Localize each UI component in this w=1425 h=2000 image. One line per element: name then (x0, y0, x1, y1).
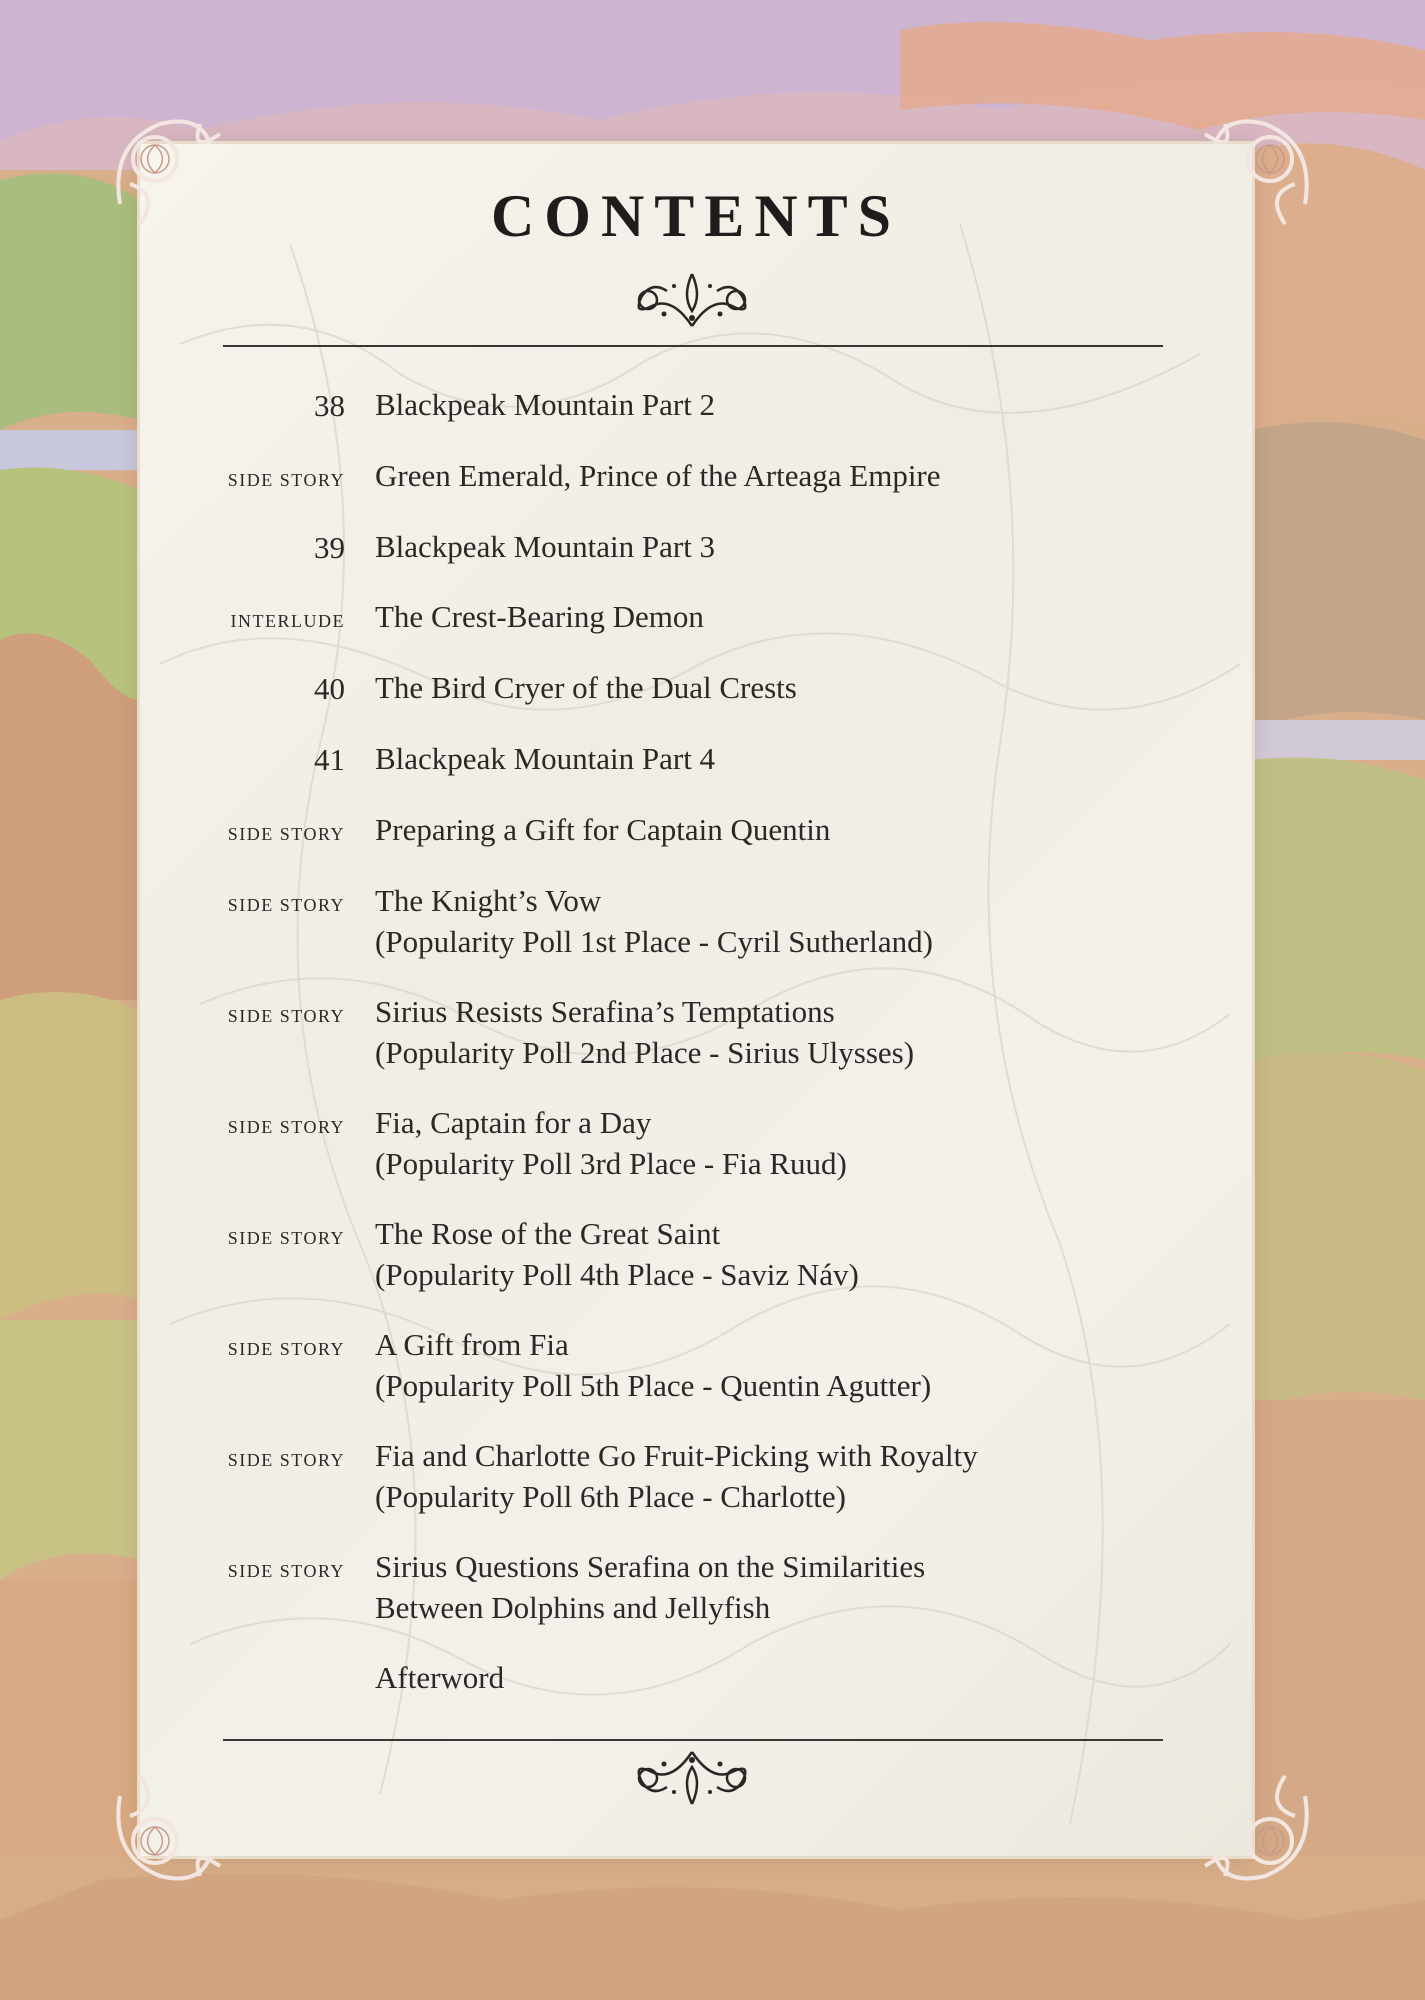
entry-type-label: SIDE STORY (227, 824, 345, 844)
chapter-number: 40 (314, 671, 345, 706)
entry-title: Preparing a Gift for Captain Quentin (375, 812, 831, 847)
chapter-number: 38 (314, 388, 345, 423)
entry-title: Green Emerald, Prince of the Arteaga Empire (375, 458, 941, 493)
entry-title: Afterword (375, 1660, 505, 1695)
chapter-number: 41 (314, 742, 345, 777)
entry-title: Fia, Captain for a Day (Popularity Poll 3rd Place - Fia Ruud) (375, 1105, 847, 1181)
entry-type-label: SIDE STORY (227, 1561, 345, 1581)
entry-type-label: SIDE STORY (227, 1228, 345, 1248)
chapter-number: 39 (314, 530, 345, 565)
entry-type-label: SIDE STORY (227, 470, 345, 490)
entry-title: Fia and Charlotte Go Fruit-Picking with Royalty (Popularity Poll 6th Place - Charlotte) (375, 1438, 978, 1514)
entry-type-label: SIDE STORY (227, 1339, 345, 1359)
flourish-ornament-bottom (612, 1742, 772, 1812)
entry-title: Blackpeak Mountain Part 4 (375, 741, 716, 776)
entry-title: The Crest-Bearing Demon (375, 599, 704, 634)
entry-type-label: SIDE STORY (227, 1450, 345, 1470)
entry-type-label: INTERLUDE (230, 611, 345, 631)
entry-title: Sirius Questions Serafina on the Similarities Between Dolphins and Jellyfish (375, 1549, 926, 1625)
entry-type-label: SIDE STORY (227, 1117, 345, 1137)
entry-title: Blackpeak Mountain Part 3 (375, 529, 716, 564)
divider-bottom (223, 1739, 1163, 1741)
entry-title: Sirius Resists Serafina’s Temptations (Popularity Poll 2nd Place - Sirius Ulysses) (375, 994, 915, 1070)
entry-title: Blackpeak Mountain Part 2 (375, 387, 716, 422)
entry-type-label: SIDE STORY (227, 895, 345, 915)
entry-title: The Knight’s Vow (Popularity Poll 1st Place - Cyril Sutherland) (375, 883, 933, 959)
entry-type-label: SIDE STORY (227, 1006, 345, 1026)
page-title: CONTENTS (490, 183, 902, 249)
entry-title: The Rose of the Great Saint (Popularity Poll 4th Place - Saviz Náv) (375, 1216, 859, 1292)
entry-title: The Bird Cryer of the Dual Crests (375, 670, 797, 705)
entry-title: A Gift from Fia (Popularity Poll 5th Place - Quentin Agutter) (375, 1327, 932, 1403)
